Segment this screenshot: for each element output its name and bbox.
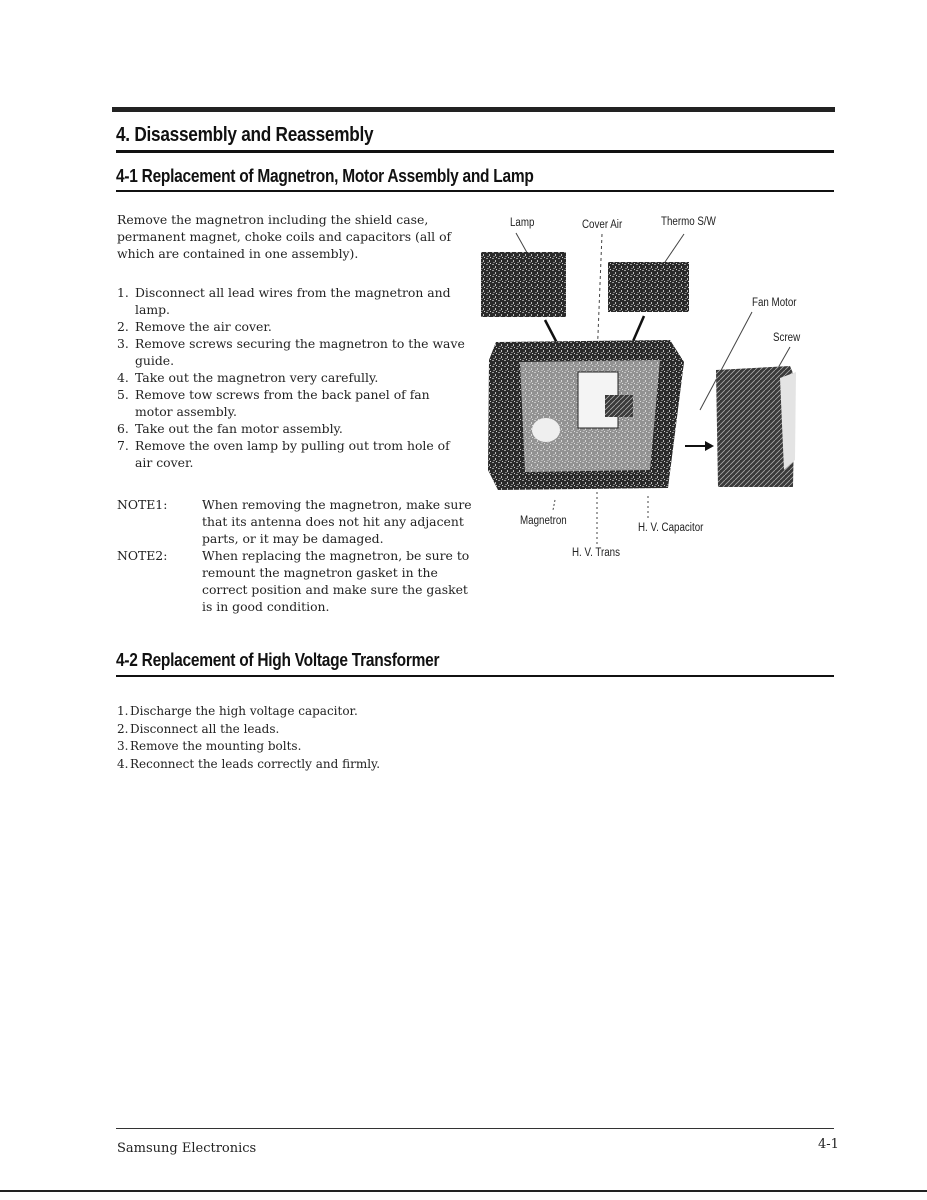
chapter-title-rule	[116, 150, 834, 153]
note-text: When removing the magnetron, make sure that its antenna does not hit any adjacent parts, or it may be damaged.	[202, 497, 472, 546]
section2-title-rule	[116, 675, 834, 677]
fan-shape	[532, 418, 560, 442]
note-2	[117, 547, 477, 615]
step-text: Disconnect all the leads.	[130, 721, 280, 736]
step-text: Remove tow screws from the back panel of fan motor assembly.	[135, 387, 430, 419]
step-text: Reconnect the leads correctly and firmly.	[130, 756, 381, 771]
step-item	[117, 420, 467, 437]
fan-motor-bracket	[780, 372, 796, 470]
inset-thermo-photo	[608, 262, 689, 312]
step-number: 5.	[117, 387, 129, 402]
step-text: Take out the fan motor assembly.	[135, 421, 343, 436]
step-text: Remove screws securing the magnetron to the wave guide.	[135, 336, 465, 368]
inset-lamp-photo	[481, 252, 566, 317]
figure-label-hv-capacitor: H. V. Capacitor	[638, 522, 704, 534]
step-item	[117, 437, 467, 471]
step-item	[117, 721, 617, 739]
magnetron-shape	[578, 372, 618, 428]
step-number: 4.	[117, 370, 129, 385]
leader-lines	[516, 233, 790, 545]
step-item	[117, 335, 467, 369]
leader-cover-air	[595, 234, 602, 410]
step-text: Remove the air cover.	[135, 319, 272, 334]
step-number: 2.	[117, 319, 129, 334]
section1-intro: Remove the magnetron including the shield case, permanent magnet, choke coils and capacitors (all of which are contained in one assembly).	[117, 212, 452, 261]
leader-lamp	[516, 233, 530, 258]
section2-steps	[117, 703, 617, 773]
step-item	[117, 756, 617, 774]
section1-notes	[117, 496, 477, 615]
oven-body	[488, 340, 684, 490]
step-text: Remove the mounting bolts.	[130, 739, 302, 753]
footer-rule	[116, 1128, 834, 1129]
inset-arrows	[545, 316, 644, 368]
figure-label-magnetron: Magnetron	[520, 515, 567, 527]
fan-motor-arrow	[685, 441, 714, 451]
step-text: Take out the magnetron very carefully.	[135, 370, 379, 385]
leader-screw	[778, 347, 790, 368]
section1-title-rule	[116, 190, 834, 192]
figure-label-fan-motor: Fan Motor	[752, 297, 797, 309]
step-item	[117, 369, 467, 386]
step-number: 3.	[117, 336, 129, 351]
leader-fan-motor	[700, 312, 752, 410]
top-rule	[112, 107, 835, 112]
figure-label-hv-trans: H. V. Trans	[572, 547, 620, 559]
step-text: Remove the oven lamp by pulling out trom hole of air cover.	[135, 438, 450, 470]
figure-label-screw: Screw	[773, 332, 801, 344]
note-1	[117, 496, 477, 547]
step-item	[117, 703, 617, 721]
figure-label-lamp: Lamp	[510, 217, 535, 229]
step-item	[117, 386, 467, 420]
fan-motor-assembly	[716, 366, 795, 487]
step-number: 3.	[117, 739, 129, 753]
section2-title: 4-2 Replacement of High Voltage Transformer	[116, 650, 440, 670]
chapter-title: 4. Disassembly and Reassembly	[116, 124, 374, 146]
leader-thermo	[665, 234, 684, 262]
section1-steps	[117, 284, 467, 471]
step-number: 7.	[117, 438, 129, 453]
note-label: NOTE1:	[117, 497, 168, 512]
leader-magnetron	[553, 500, 555, 510]
bottom-edge-rule	[0, 1190, 927, 1192]
figure-label-cover-air: Cover Air	[582, 219, 623, 231]
step-number: 1.	[117, 285, 129, 300]
step-number: 4.	[117, 756, 129, 771]
footer-company: Samsung Electronics	[117, 1141, 257, 1156]
step-text: Disconnect all lead wires from the magnetron and lamp.	[135, 285, 451, 317]
step-item	[117, 738, 617, 756]
step-number: 1.	[117, 704, 129, 718]
section1-title: 4-1 Replacement of Magnetron, Motor Assembly and Lamp	[116, 166, 534, 186]
note-label: NOTE2:	[117, 548, 168, 563]
step-number: 6.	[117, 421, 129, 436]
note-text: When replacing the magnetron, be sure to remount the magnetron gasket in the correct position and make sure the gasket is in good condition.	[202, 548, 470, 614]
transformer-shape	[605, 395, 633, 417]
step-item	[117, 284, 467, 318]
footer-page-number: 4-1	[818, 1137, 839, 1152]
step-item	[117, 318, 467, 335]
oven-cavity	[520, 360, 660, 472]
step-number: 2.	[117, 721, 129, 736]
figure-label-thermo-sw: Thermo S/W	[661, 216, 716, 228]
step-text: Discharge the high voltage capacitor.	[130, 704, 358, 718]
